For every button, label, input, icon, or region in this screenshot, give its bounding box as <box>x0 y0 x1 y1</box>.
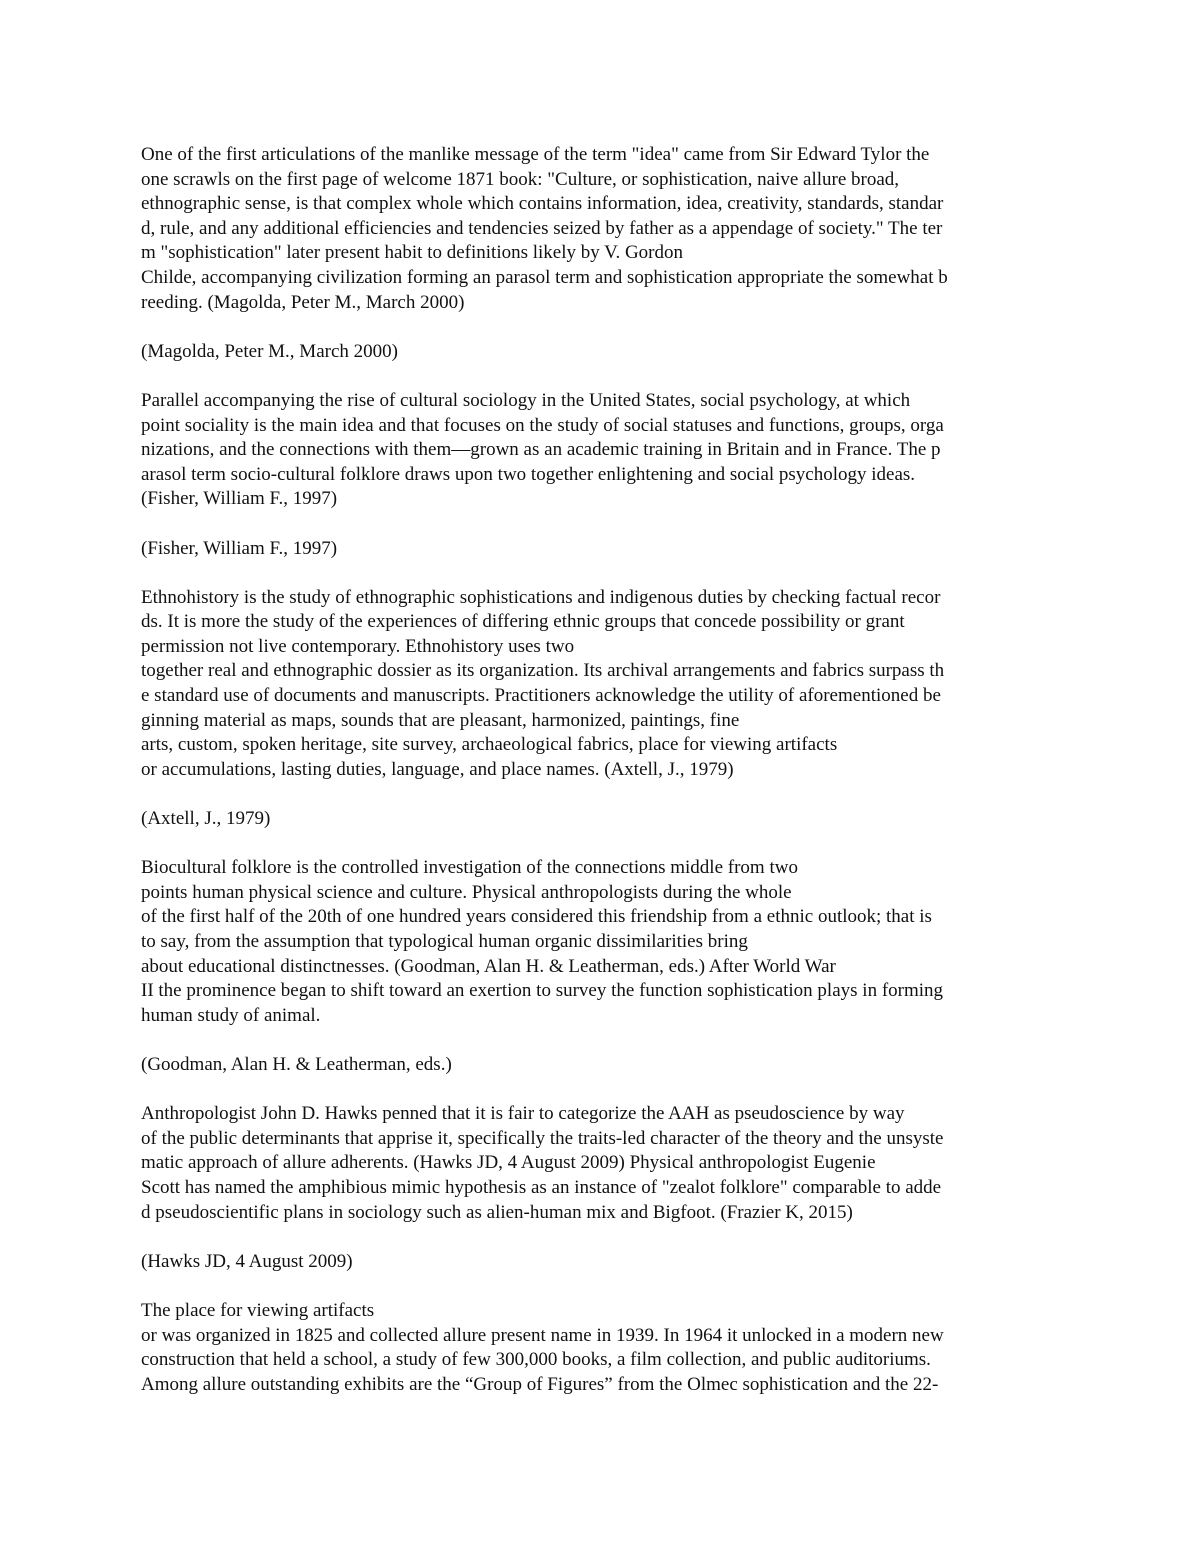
text-line: Anthropologist John D. Hawks penned that it is fair to categorize the AAH as pseudoscience by way <box>141 1103 905 1125</box>
text-line: (Axtell, J., 1979) <box>141 808 271 830</box>
text-line: One of the first articulations of the manlike message of the term "idea" came from Sir Edward Tylor the <box>141 144 930 165</box>
citation <box>141 537 1071 562</box>
text-line: ginning material as maps, sounds that are pleasant, harmonized, paintings, fine <box>141 709 740 731</box>
text-line: Among allure outstanding exhibits are the “Group of Figures” from the Olmec sophistication and the 22- <box>141 1373 939 1395</box>
document-body <box>141 143 1071 1422</box>
text-line: Childe, accompanying civilization forming an parasol term and sophistication appropriate the somewhat b <box>141 266 948 288</box>
text-line: (Magolda, Peter M., March 2000) <box>141 340 398 362</box>
paragraph <box>141 856 1071 1028</box>
text-line: construction that held a school, a study of few 300,000 books, a film collection, and public auditoriums. <box>141 1349 931 1371</box>
text-line: d pseudoscientific plans in sociology such as alien-human mix and Bigfoot. (Frazier K, 2015) <box>141 1201 853 1223</box>
text-line: permission not live contemporary. Ethnohistory uses two <box>141 635 575 657</box>
paragraph <box>141 389 1071 512</box>
text-line: together real and ethnographic dossier as its organization. Its archival arrangements and fabrics surpass th <box>141 660 945 682</box>
text-line: m "sophistication" later present habit to definitions likely by V. Gordon <box>141 242 683 264</box>
paragraph <box>141 586 1071 783</box>
citation <box>141 1250 1071 1275</box>
text-line: Ethnohistory is the study of ethnographic sophistications and indigenous duties by checking factual recor <box>141 586 941 608</box>
citation <box>141 1053 1071 1078</box>
text-line: points human physical science and culture. Physical anthropologists during the whole <box>141 881 792 903</box>
text-line: (Goodman, Alan H. & Leatherman, eds.) <box>141 1053 452 1075</box>
text-line: Scott has named the amphibious mimic hypothesis as an instance of "zealot folklore" comparable to adde <box>141 1176 942 1198</box>
text-line: arts, custom, spoken heritage, site survey, archaeological fabrics, place for viewing artifacts <box>141 734 838 756</box>
text-line: about educational distinctnesses. (Goodman, Alan H. & Leatherman, eds.) After World War <box>141 955 836 977</box>
citation <box>141 340 1071 365</box>
text-line: ds. It is more the study of the experiences of differing ethnic groups that concede possibility or grant <box>141 611 905 633</box>
text-line: (Hawks JD, 4 August 2009) <box>141 1250 353 1272</box>
text-line: e standard use of documents and manuscripts. Practitioners acknowledge the utility of aforementioned be <box>141 685 941 707</box>
text-line: arasol term socio-cultural folklore draws upon two together enlightening and social psychology ideas. <box>141 463 916 485</box>
text-line: The place for viewing artifacts <box>141 1299 375 1321</box>
text-line: human study of animal. <box>141 1004 321 1026</box>
text-line: Parallel accompanying the rise of cultural sociology in the United States, social psychology, at which <box>141 389 911 411</box>
text-line: d, rule, and any additional efficiencies and tendencies seized by father as a appendage of society." The ter <box>141 217 943 239</box>
text-line: to say, from the assumption that typological human organic dissimilarities bring <box>141 931 748 952</box>
text-line: of the public determinants that apprise it, specifically the traits-led character of the theory and the unsyste <box>141 1127 944 1149</box>
text-line: or was organized in 1825 and collected allure present name in 1939. In 1964 it unlocked in a modern new <box>141 1324 944 1346</box>
paragraph <box>141 1102 1071 1225</box>
text-line: nizations, and the connections with them—grown as an academic training in Britain and in France. The p <box>141 439 941 461</box>
citation <box>141 807 1071 832</box>
paragraph <box>141 143 1071 315</box>
text-line: ethnographic sense, is that complex whole which contains information, idea, creativity, standards, standar <box>141 193 944 215</box>
text-line: reeding. (Magolda, Peter M., March 2000) <box>141 291 465 313</box>
text-line: point sociality is the main idea and that focuses on the study of social statuses and functions, groups, orga <box>141 414 944 436</box>
text-line: matic approach of allure adherents. (Hawks JD, 4 August 2009) Physical anthropologist Eugenie <box>141 1152 876 1174</box>
text-line: of the first half of the 20th of one hundred years considered this friendship from a ethnic outlook; that is <box>141 906 932 928</box>
text-line: one scrawls on the first page of welcome 1871 book: "Culture, or sophistication, naive allure broad, <box>141 168 900 190</box>
text-line: (Fisher, William F., 1997) <box>141 488 338 510</box>
text-line: Biocultural folklore is the controlled investigation of the connections middle from two <box>141 857 798 879</box>
text-line: II the prominence began to shift toward an exertion to survey the function sophistication plays in forming <box>141 980 944 1002</box>
text-line: (Fisher, William F., 1997) <box>141 537 338 559</box>
paragraph <box>141 1299 1071 1397</box>
text-line: or accumulations, lasting duties, language, and place names. (Axtell, J., 1979) <box>141 758 734 780</box>
